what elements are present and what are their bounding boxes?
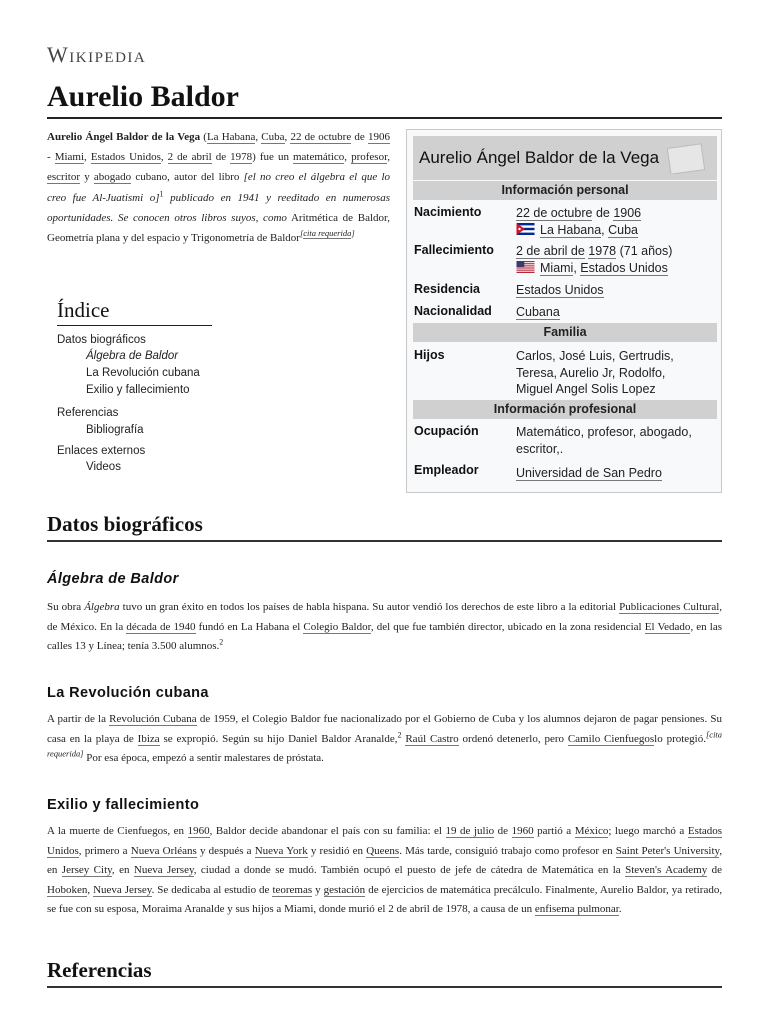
citation-needed-link[interactable]: cita requerida xyxy=(303,228,352,239)
toc-title: Índice xyxy=(57,298,110,322)
text: pagar pensiones. Su casa en la playa de xyxy=(47,713,722,745)
toc-item-revolucion[interactable]: La Revolución cubana xyxy=(86,367,200,379)
occupation-line: Matemático, profesor, abogado, xyxy=(516,425,692,439)
text: A partir de la xyxy=(47,713,106,725)
text: ; luego xyxy=(608,825,640,837)
link-birthyear[interactable]: 1906 xyxy=(368,131,391,143)
section-divider xyxy=(47,540,722,542)
text: , de México. En la xyxy=(47,601,723,633)
infobox-employer-label: Empleador xyxy=(414,463,479,477)
link-birthdate[interactable]: 22 de octubre xyxy=(290,131,352,143)
link-nueva-york[interactable]: Nueva York xyxy=(254,844,308,857)
infobox-children-label: Hijos xyxy=(414,348,445,362)
link-stevens-academy[interactable]: Steven's Academy xyxy=(625,864,708,876)
link-miami[interactable]: Miami xyxy=(54,151,85,164)
link-nueva-jersey-2[interactable]: Nueva Jersey xyxy=(93,883,152,896)
text: . Se dedicaba al estudio de xyxy=(151,883,270,896)
link-mexico[interactable]: México xyxy=(574,825,609,837)
link-decada-1940[interactable]: década de 1940 xyxy=(126,620,196,633)
text: . xyxy=(618,903,622,915)
infobox-death-value: 2 de abril de 1978 (71 años) Miami, Estados Unidos xyxy=(516,244,673,275)
toc-divider xyxy=(57,325,212,326)
text: . Más tarde, consiguió trabajo como xyxy=(399,844,560,857)
infobox-header-professional: Información profesional xyxy=(413,400,717,419)
link-revolucion-cubana[interactable]: Revolución Cubana xyxy=(109,713,197,725)
text: y xyxy=(315,883,321,896)
section-divider xyxy=(47,986,722,988)
intro-books: Aritmética de Baldor, Geometría plana y del espacio y Trigonometría de Baldor xyxy=(47,211,390,245)
text: profesor en xyxy=(562,844,613,857)
link-enfisema-pulmonar[interactable]: enfisema pulmonar xyxy=(534,903,619,915)
infobox-occupation-label: Ocupación xyxy=(414,424,479,438)
infobox-birth-country-link[interactable]: Cuba xyxy=(608,222,639,237)
text: marchó a xyxy=(642,825,685,837)
link-publicaciones-cultural[interactable]: Publicaciones Cultural xyxy=(619,601,720,613)
text: de 1959, el Colegio Baldor fue nacionalizado por el Gobierno de Cuba y los alumnos dejaron de xyxy=(199,713,631,725)
infobox-title-text: Aurelio Ángel Baldor de la Vega xyxy=(419,148,660,167)
text: y después a xyxy=(200,844,252,857)
text: , del que fue también director, xyxy=(370,620,505,633)
text: , en xyxy=(111,864,130,876)
text: y residió en xyxy=(310,844,364,857)
infobox-header-personal: Información personal xyxy=(413,181,717,200)
infobox-employer-link[interactable]: Universidad de San Pedro xyxy=(516,466,662,480)
subsection-heading-algebra: Álgebra de Baldor xyxy=(47,571,179,587)
image-placeholder-icon xyxy=(667,142,711,174)
title-divider xyxy=(47,117,722,119)
infobox-death-label: Fallecimiento xyxy=(414,243,494,257)
link-estados-unidos[interactable]: Estados Unidos xyxy=(90,151,161,164)
text: , primero a xyxy=(78,844,128,857)
infobox-birth-year-link[interactable]: 1906 xyxy=(613,206,642,220)
link-gestacion[interactable]: gestación xyxy=(323,883,366,896)
toc-item-enlaces[interactable]: Enlaces externos xyxy=(57,445,146,457)
intro-paragraph: Aurelio Ángel Baldor de la Vega (La Habana, Cuba, 22 de octubre de 1906 - Miami, Estados Unidos, 2 de abril de 1978) fue un matemático, profesor, escritor y abogado cubano, autor del libro [el no creo el álgebra el que lo creo fue Al-Juatismi o]$^1$ publicado en 1941 y reeditado en numerosas oportunidades. Se conocen otros libros suyos, como Aritmética de Baldor, Geometría plana y del espacio y Trigonometría de Baldor[cita requerida] xyxy=(47,131,391,245)
link-saint-peters[interactable]: Saint Peter's University xyxy=(615,844,720,857)
link-1960-b[interactable]: 1960 xyxy=(511,825,534,837)
infobox-birth-de: de xyxy=(595,206,610,220)
text: , en las calles 13 y Línea; tenía 3.500 alumnos. xyxy=(47,620,723,652)
link-nueva-orleans[interactable]: Nueva Orléans xyxy=(130,844,197,857)
toc-item-algebra[interactable]: Álgebra de Baldor xyxy=(86,350,179,362)
link-deathyear[interactable]: 1978 xyxy=(230,151,253,164)
link-cuba[interactable]: Cuba xyxy=(261,131,285,143)
infobox-death-year-link[interactable]: 1978 xyxy=(588,244,617,258)
text: partió a xyxy=(537,825,572,837)
usa-flag-icon xyxy=(516,261,535,273)
text: Su obra xyxy=(47,601,82,613)
infobox-residence-link[interactable]: Estados Unidos xyxy=(516,283,604,297)
infobox-nationality-label: Nacionalidad xyxy=(414,304,492,318)
link-queens[interactable]: Queens xyxy=(366,844,400,857)
infobox-death-city-link[interactable]: Miami xyxy=(540,260,574,275)
ref-1[interactable]: 1 xyxy=(159,188,164,198)
toc-item-exilio[interactable]: Exilio y fallecimiento xyxy=(86,384,190,396)
infobox-death-date-link[interactable]: 2 de abril de xyxy=(516,244,585,258)
link-teoremas[interactable]: teoremas xyxy=(272,883,313,896)
text: , xyxy=(87,883,91,896)
link-la-habana[interactable]: La Habana xyxy=(206,131,256,143)
infobox-birth-value: 22 de octubre de 1906 La Habana, Cuba xyxy=(516,206,642,237)
link-camilo-cienfuegos[interactable]: Camilo Cienfuegos xyxy=(567,732,655,745)
link-19-julio[interactable]: 19 de julio xyxy=(445,825,495,837)
toc-item-referencias[interactable]: Referencias xyxy=(57,407,119,419)
text: ejercicios de matemática precálculo. Finalmente, Aurelio Baldor, ya retirado, se fue con su esposa, Moraima Aranalde y sus hijos a xyxy=(47,883,723,915)
paragraph-algebra xyxy=(47,598,722,657)
paragraph-revolucion: A partir de la Revolución Cubana de 1959, el Colegio Baldor fue nacionalizado por el Gobierno de Cuba y los alumnos dejaron de pagar pensiones. Su casa en la playa de Ibiza se expropió. Según su hijo Daniel Baldor Aranalde,$^2$ Raúl Castro ordenó detenerlo, pero Camilo Cienfuegoslo protegió.[cita requerida] Por esa época, empezó a sentir malestares de próstata. xyxy=(47,713,723,764)
infobox-birth-label: Nacimiento xyxy=(414,205,482,219)
text: lo protegió. xyxy=(654,732,706,745)
intro-published: publicado en 1941 y reeditado en numerosas oportunidades. Se conocen otros libros suyos, como xyxy=(47,191,390,224)
text: se expropió. Según su hijo Daniel Baldor Aranalde, xyxy=(163,732,398,745)
infobox-residence-label: Residencia xyxy=(414,282,481,296)
infobox-nationality-link[interactable]: Cubana xyxy=(516,305,560,319)
link-profesor[interactable]: profesor xyxy=(351,151,388,164)
section-heading-referencias: Referencias xyxy=(47,958,152,982)
infobox-death-age: (71 años) xyxy=(619,244,673,258)
toc xyxy=(57,298,109,323)
text: ubicado en la zona residencial xyxy=(507,620,642,633)
intro-name: Aurelio Ángel Baldor de la Vega xyxy=(47,131,201,143)
link-hoboken[interactable]: Hoboken xyxy=(47,883,88,896)
link-abogado[interactable]: abogado xyxy=(93,171,132,184)
text: ordenó detenerlo, xyxy=(462,732,541,745)
link-colegio-baldor[interactable]: Colegio Baldor xyxy=(303,620,371,633)
infobox-birth-date-link[interactable]: 22 de octubre xyxy=(516,206,593,220)
infobox xyxy=(406,129,722,493)
children-line: Carlos, José Luis, Gertrudis, xyxy=(516,349,674,363)
text: tuvo un gran éxito en todos los países de habla hispana. Su autor vendió los derechos de este libro a la editorial xyxy=(122,601,617,613)
text: cátedra de Matemática en la xyxy=(490,864,621,876)
intro-text: fue xyxy=(259,151,274,164)
occupation-line: escritor,. xyxy=(516,441,564,456)
link-matematico[interactable]: matemático xyxy=(292,151,345,164)
intro-quote: el no creo el álgebra el que lo creo fue Al-Juatismi o xyxy=(47,171,391,204)
infobox-death-country-link[interactable]: Estados Unidos xyxy=(580,260,668,275)
link-estados-unidos-2[interactable]: Estados Unidos xyxy=(47,825,723,857)
text-italic: Álgebra xyxy=(84,601,120,613)
infobox-occupation-value xyxy=(516,424,716,457)
wikipedia-logo[interactable]: Wikipedia xyxy=(47,42,147,67)
cuba-flag-icon xyxy=(516,223,535,235)
infobox-header-family: Familia xyxy=(413,323,717,342)
citation-needed-link[interactable]: cita requerida xyxy=(47,728,723,759)
children-line: Miguel Angel Solis Lopez xyxy=(516,382,656,396)
intro-text: cubano, autor del libro xyxy=(135,171,240,184)
text: A la muerte de Cienfuegos, en xyxy=(47,825,185,837)
infobox-title xyxy=(413,136,717,180)
subsection-heading-exilio: Exilio y fallecimiento xyxy=(47,797,200,813)
text: Por esa época, empezó a sentir malestares de próstata. xyxy=(86,752,324,764)
paragraph-exilio xyxy=(47,822,722,920)
toc-item-datos-biograficos[interactable]: Datos biográficos xyxy=(57,334,146,346)
toc-item-bibliografia[interactable]: Bibliografía xyxy=(86,424,144,436)
link-deathdate[interactable]: 2 de abril xyxy=(167,151,212,164)
link-1960[interactable]: 1960 xyxy=(187,825,210,837)
link-nueva-jersey[interactable]: Nueva Jersey xyxy=(133,864,194,876)
text: de xyxy=(711,864,723,876)
page-title: Aurelio Baldor xyxy=(47,80,239,113)
text: , en xyxy=(47,844,723,876)
link-ibiza[interactable]: Ibiza xyxy=(137,732,160,745)
text: , ciudad a donde se mudó. También ocupó el puesto de jefe de xyxy=(193,864,487,876)
ref-2[interactable]: 2 xyxy=(219,637,224,647)
text: pero xyxy=(544,732,564,745)
infobox-birth-city-link[interactable]: La Habana xyxy=(540,222,602,237)
link-escritor[interactable]: escritor xyxy=(47,171,80,184)
text: de xyxy=(368,883,379,896)
children-line: Teresa, Aurelio Jr, Rodolfo, xyxy=(516,365,666,380)
link-jersey-city[interactable]: Jersey City xyxy=(61,864,112,876)
link-el-vedado[interactable]: El Vedado xyxy=(644,620,691,633)
section-heading-datos: Datos biográficos xyxy=(47,512,203,536)
link-raul-castro[interactable]: Raúl Castro xyxy=(405,732,459,745)
infobox-children-value xyxy=(516,348,716,398)
subsection-heading-revolucion: La Revolución cubana xyxy=(47,685,209,701)
text: fundó en La Habana el xyxy=(198,620,301,633)
text: Miami, donde murió el 2 de abril de 1978, a causa de un xyxy=(284,903,533,915)
text: de xyxy=(497,825,509,837)
ref-2[interactable]: 2 xyxy=(397,729,402,739)
text: , Baldor decide abandonar el país con su familia: el xyxy=(209,825,442,837)
toc-item-videos[interactable]: Videos xyxy=(86,461,121,473)
